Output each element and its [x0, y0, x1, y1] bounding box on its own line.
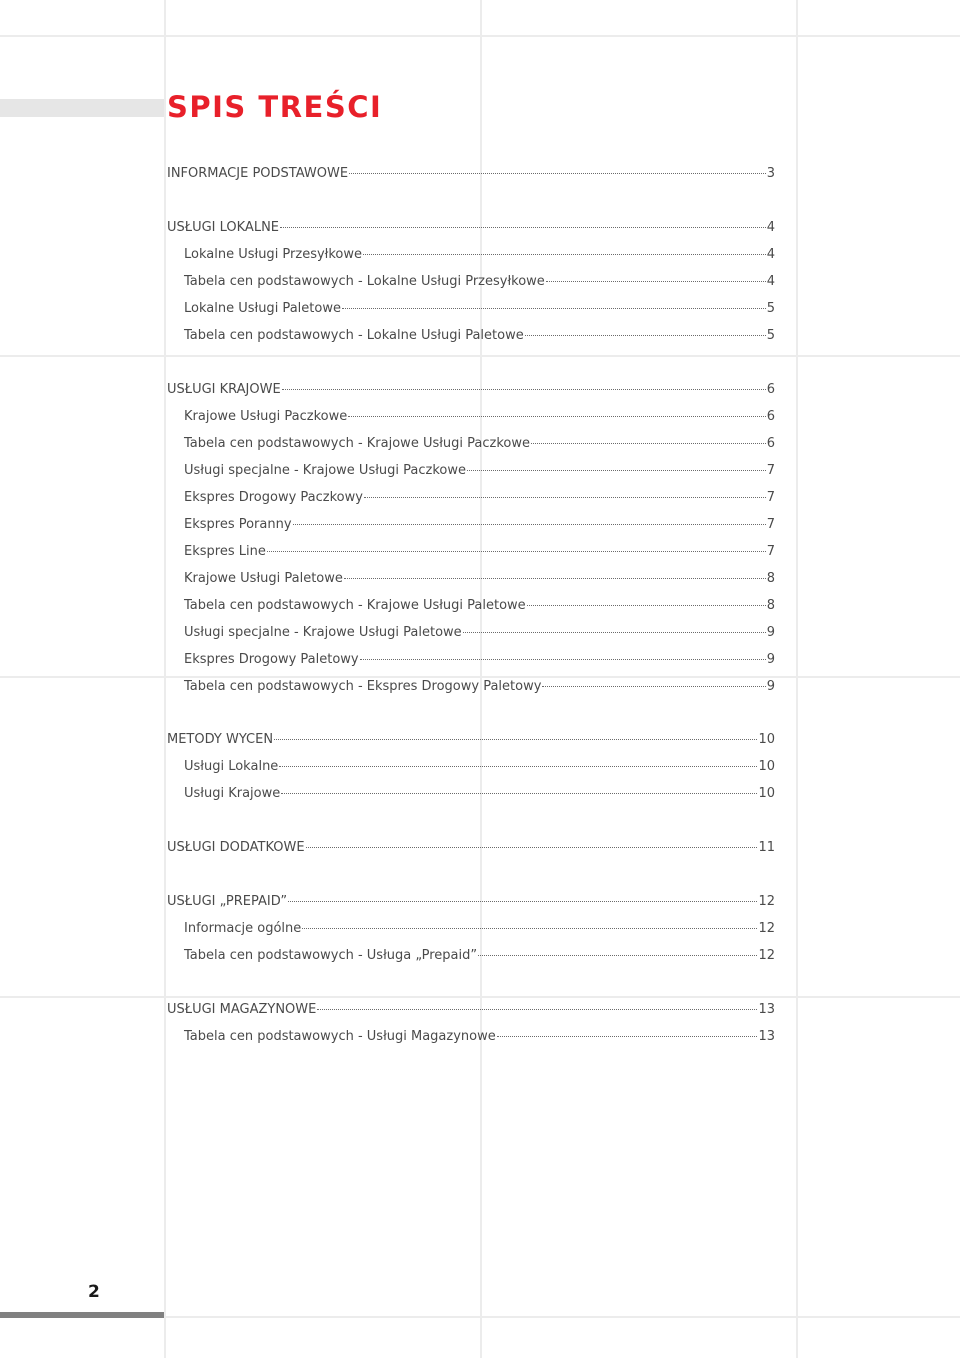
toc-entry-label: Lokalne Usługi Przesyłkowe: [184, 247, 363, 262]
toc-entry-page-number: 4: [766, 220, 775, 235]
toc-dot-leader: [306, 845, 758, 848]
toc-dot-leader: [317, 1007, 757, 1010]
toc-entry-page-number: 12: [758, 948, 775, 963]
toc-dot-leader: [348, 414, 765, 417]
toc-entry-label: Lokalne Usługi Paletowe: [184, 301, 341, 316]
toc-dot-leader: [467, 468, 766, 471]
toc-entry-page-number: 6: [766, 382, 775, 397]
toc-entry-page-number: 8: [766, 598, 775, 613]
toc-entry-label: Informacje ogólne: [184, 921, 302, 936]
toc-dot-leader: [525, 333, 766, 336]
toc-entry-label: Krajowe Usługi Paczkowe: [184, 409, 348, 424]
toc-entry-label: Ekspres Line: [184, 544, 266, 559]
toc-entry-page-number: 10: [758, 786, 775, 801]
toc-entry-page-number: 6: [766, 436, 775, 451]
toc-section-entry[interactable]: [167, 893, 775, 911]
toc-dot-leader: [463, 630, 766, 633]
toc-entry-page-number: 7: [766, 517, 775, 532]
toc-subsection-entry[interactable]: [184, 570, 775, 588]
toc-entry-label: METODY WYCEN: [167, 732, 274, 747]
toc-subsection-entry[interactable]: [184, 1028, 775, 1046]
toc-dot-leader: [279, 764, 757, 767]
toc-entry-label: Usługi Lokalne: [184, 759, 279, 774]
toc-section-entry[interactable]: [167, 165, 775, 183]
toc-dot-leader: [342, 306, 766, 309]
toc-subsection-entry[interactable]: [184, 651, 775, 669]
toc-entry-page-number: 9: [766, 679, 775, 694]
toc-entry-page-number: 10: [758, 759, 775, 774]
toc-subsection-entry[interactable]: [184, 785, 775, 803]
toc-subsection-entry[interactable]: [184, 947, 775, 965]
toc-dot-leader: [281, 791, 757, 794]
toc-subsection-entry[interactable]: [184, 435, 775, 453]
toc-subsection-entry[interactable]: [184, 624, 775, 642]
footer-bar-decoration: [0, 1312, 164, 1318]
toc-entry-label: USŁUGI KRAJOWE: [167, 382, 281, 397]
toc-entry-page-number: 9: [766, 652, 775, 667]
toc-subsection-entry[interactable]: [184, 543, 775, 561]
toc-entry-label: USŁUGI LOKALNE: [167, 220, 280, 235]
toc-dot-leader: [527, 603, 766, 606]
toc-entry-label: Usługi Krajowe: [184, 786, 281, 801]
toc-dot-leader: [274, 737, 757, 740]
toc-dot-leader: [531, 441, 766, 444]
toc-entry-label: Ekspres Drogowy Paletowy: [184, 652, 359, 667]
toc-subsection-entry[interactable]: [184, 489, 775, 507]
toc-entry-page-number: 12: [758, 894, 775, 909]
toc-entry-page-number: 13: [758, 1029, 775, 1044]
toc-subsection-entry[interactable]: [184, 597, 775, 615]
toc-dot-leader: [288, 899, 757, 902]
toc-entry-label: Krajowe Usługi Paletowe: [184, 571, 343, 586]
toc-subsection-entry[interactable]: [184, 678, 775, 696]
toc-subsection-entry[interactable]: [184, 758, 775, 776]
toc-entry-page-number: 9: [766, 625, 775, 640]
toc-dot-leader: [344, 576, 766, 579]
toc-dot-leader: [267, 549, 766, 552]
toc-dot-leader: [542, 684, 765, 687]
toc-entry-label: Tabela cen podstawowych - Usługa „Prepaid”: [184, 948, 478, 963]
toc-dot-leader: [293, 522, 766, 525]
toc-dot-leader: [280, 225, 766, 228]
toc-entry-label: Usługi specjalne - Krajowe Usługi Paczkowe: [184, 463, 466, 478]
toc-entry-page-number: 7: [766, 490, 775, 505]
toc-section-entry[interactable]: [167, 219, 775, 237]
toc-entry-page-number: 5: [766, 301, 775, 316]
page-title: SPIS TREŚCI: [167, 90, 383, 124]
toc-entry-label: INFORMACJE PODSTAWOWE: [167, 166, 349, 181]
toc-dot-leader: [497, 1034, 758, 1037]
toc-dot-leader: [364, 495, 766, 498]
toc-dot-leader: [363, 252, 766, 255]
toc-entry-page-number: 6: [766, 409, 775, 424]
toc-entry-page-number: 4: [766, 247, 775, 262]
toc-entry-label: Tabela cen podstawowych - Krajowe Usługi Paletowe: [184, 598, 526, 613]
toc-entry-label: Usługi specjalne - Krajowe Usługi Paletowe: [184, 625, 462, 640]
toc-entry-label: Tabela cen podstawowych - Lokalne Usługi Paletowe: [184, 328, 524, 343]
toc-dot-leader: [478, 953, 757, 956]
toc-section-entry[interactable]: [167, 381, 775, 399]
toc-dot-leader: [349, 171, 766, 174]
toc-subsection-entry[interactable]: [184, 920, 775, 938]
toc-entry-label: Ekspres Poranny: [184, 517, 292, 532]
toc-entry-page-number: 11: [758, 840, 775, 855]
toc-subsection-entry[interactable]: [184, 300, 775, 318]
toc-entry-page-number: 8: [766, 571, 775, 586]
toc-dot-leader: [302, 926, 757, 929]
toc-subsection-entry[interactable]: [184, 516, 775, 534]
toc-entry-page-number: 10: [758, 732, 775, 747]
toc-section-entry[interactable]: [167, 1001, 775, 1019]
toc-entry-label: Tabela cen podstawowych - Ekspres Drogowy Paletowy: [184, 679, 542, 694]
toc-entry-page-number: 4: [766, 274, 775, 289]
toc-subsection-entry[interactable]: [184, 462, 775, 480]
toc-entry-label: Tabela cen podstawowych - Lokalne Usługi Przesyłkowe: [184, 274, 545, 289]
toc-dot-leader: [360, 657, 766, 660]
toc-entry-label: Tabela cen podstawowych - Krajowe Usługi Paczkowe: [184, 436, 531, 451]
toc-subsection-entry[interactable]: [184, 327, 775, 345]
toc-entry-page-number: 3: [766, 166, 775, 181]
toc-entry-label: USŁUGI „PREPAID”: [167, 894, 288, 909]
toc-entry-page-number: 13: [758, 1002, 775, 1017]
toc-entry-label: Ekspres Drogowy Paczkowy: [184, 490, 363, 505]
toc-entry-label: Tabela cen podstawowych - Usługi Magazynowe: [184, 1029, 496, 1044]
toc-subsection-entry[interactable]: [184, 408, 775, 426]
toc-entry-label: USŁUGI DODATKOWE: [167, 840, 305, 855]
page-number: 2: [88, 1282, 100, 1302]
toc-entry-label: USŁUGI MAGAZYNOWE: [167, 1002, 317, 1017]
toc-section-entry[interactable]: [167, 731, 775, 749]
toc-dot-leader: [282, 387, 766, 390]
toc-subsection-entry[interactable]: [184, 273, 775, 291]
toc-entry-page-number: 7: [766, 544, 775, 559]
toc-entry-page-number: 12: [758, 921, 775, 936]
toc-dot-leader: [546, 279, 766, 282]
toc-subsection-entry[interactable]: [184, 246, 775, 264]
toc-entry-page-number: 7: [766, 463, 775, 478]
toc-section-entry[interactable]: [167, 839, 775, 857]
toc-entry-page-number: 5: [766, 328, 775, 343]
